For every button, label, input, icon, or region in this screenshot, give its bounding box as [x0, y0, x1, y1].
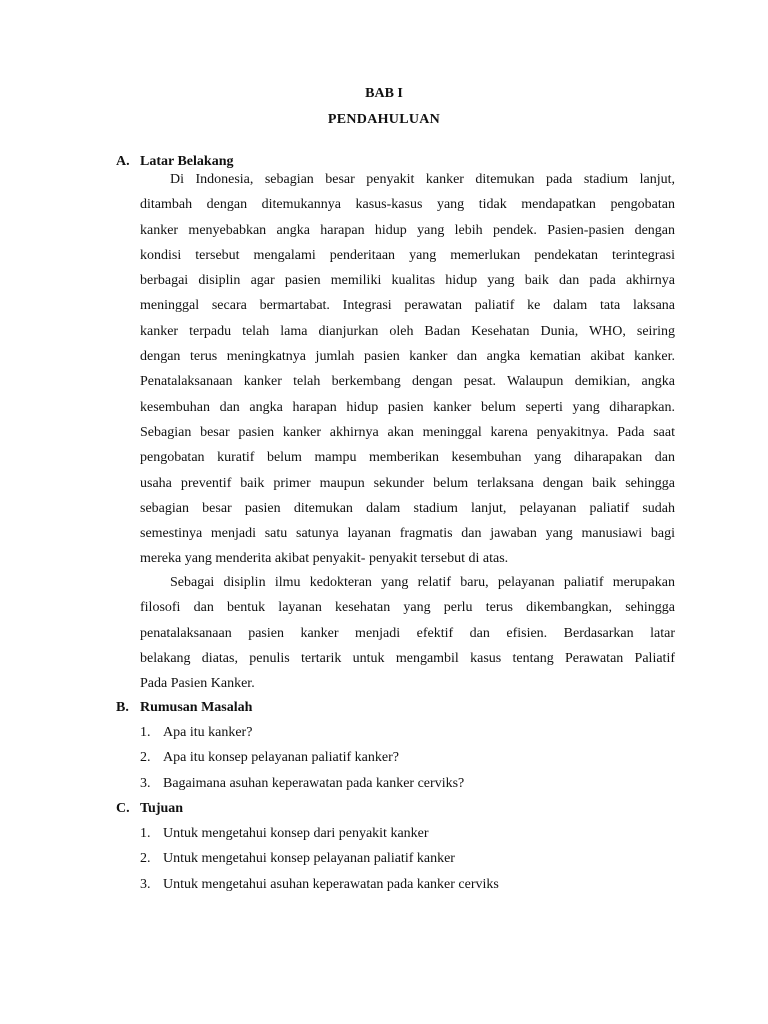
section-title: Latar Belakang: [140, 154, 234, 169]
section-letter: B.: [116, 700, 129, 715]
list-item: [140, 821, 499, 846]
text-line: Di Indonesia, sebagian besar penyakit kanker ditemukan pada stadium lanjut,: [170, 172, 675, 187]
list-number: 3.: [140, 876, 151, 892]
list-number: 2.: [140, 851, 151, 867]
list-number: 2.: [140, 750, 151, 766]
list-text: Bagaimana asuhan keperawatan pada kanker cerviks?: [163, 775, 465, 791]
text-line: ditambah dengan ditemukannya kasus-kasus yang tidak mendapatkan pengobatan: [140, 197, 675, 213]
text-line: Sebagian besar pasien kanker akhirnya akan meninggal karena penyakitnya. Pada saat: [140, 424, 675, 440]
list-item: [140, 745, 464, 770]
rumusan-masalah-list: [140, 720, 464, 796]
text-line: filosofi dan bentuk layanan kesehatan yang perlu terus dikembangkan, sehingga: [140, 600, 675, 616]
text-line: meninggal secara bermartabat. Integrasi perawatan paliatif ke dalam tata laksana: [140, 298, 675, 314]
paragraph-latar-belakang-2: [140, 570, 675, 696]
text-line: pengobatan kuratif belum mampu memberikan kesembuhan yang diharapakan dan: [140, 450, 675, 466]
list-text: Untuk mengetahui asuhan keperawatan pada kanker cerviks: [163, 876, 499, 892]
list-text: Untuk mengetahui konsep pelayanan paliatif kanker: [163, 851, 455, 867]
tujuan-list: [140, 821, 499, 897]
list-item: [140, 846, 499, 871]
section-letter: A.: [116, 154, 130, 169]
text-line: semestinya menjadi satu satunya layanan fragmatis dan jawaban yang manusiawi bagi: [140, 526, 675, 542]
list-number: 1.: [140, 826, 151, 841]
chapter-number: BAB I: [365, 86, 403, 101]
text-line: kanker menyebabkan angka harapan hidup yang lebih pendek. Pasien-pasien dengan: [140, 222, 675, 238]
list-number: 1.: [140, 725, 151, 740]
list-item: [140, 771, 464, 796]
text-line: dengan terus meningkatnya jumlah pasien kanker dan angka kematian akibat kanker.: [140, 349, 675, 365]
text-line: mereka yang menderita akibat penyakit- penyakit tersebut di atas.: [140, 551, 509, 567]
list-text: Untuk mengetahui konsep dari penyakit kanker: [163, 826, 429, 841]
chapter-title: PENDAHULUAN: [327, 112, 441, 127]
section-title: Tujuan: [140, 801, 184, 816]
text-line: kesembuhan dan angka harapan hidup pasien kanker belum seperti yang diharapkan.: [140, 399, 675, 415]
list-text: Apa itu konsep pelayanan paliatif kanker?: [163, 750, 399, 766]
text-line: Pada Pasien Kanker.: [140, 676, 255, 692]
paragraph-latar-belakang-1: [140, 167, 675, 572]
section-letter: C.: [116, 801, 130, 816]
text-line: belakang diatas, penulis tertarik untuk mengambil kasus tentang Perawatan Paliatif: [140, 650, 675, 666]
section-heading-rumusan-masalah: [116, 699, 252, 717]
list-item: [140, 720, 464, 745]
text-line: Penatalaksanaan kanker telah berkembang dengan pesat. Walaupun demikian, angka: [140, 374, 675, 390]
section-title: Rumusan Masalah: [140, 700, 253, 715]
list-number: 3.: [140, 775, 151, 791]
text-line: sebagian besar pasien ditemukan dalam stadium lanjut, pelayanan paliatif sudah: [140, 500, 675, 516]
text-line: penatalaksanaan pasien kanker menjadi efektif dan efisien. Berdasarkan latar: [140, 625, 675, 641]
text-line: kanker terpadu telah lama dianjurkan oleh Badan Kesehatan Dunia, WHO, seiring: [140, 323, 675, 339]
text-line: Sebagai disiplin ilmu kedokteran yang relatif baru, pelayanan paliatif merupakan: [170, 575, 675, 590]
text-line: kondisi tersebut mengalami penderitaan yang memerlukan pendekatan terintegrasi: [140, 247, 675, 263]
text-line: usaha preventif baik primer maupun sekunder belum terlaksana dengan baik sehingga: [140, 475, 675, 491]
list-item: [140, 872, 499, 897]
section-heading-tujuan: [116, 800, 183, 818]
text-line: berbagai disiplin agar pasien memiliki kualitas hidup yang baik dan pada akhirnya: [140, 273, 675, 289]
list-text: Apa itu kanker?: [163, 725, 253, 740]
